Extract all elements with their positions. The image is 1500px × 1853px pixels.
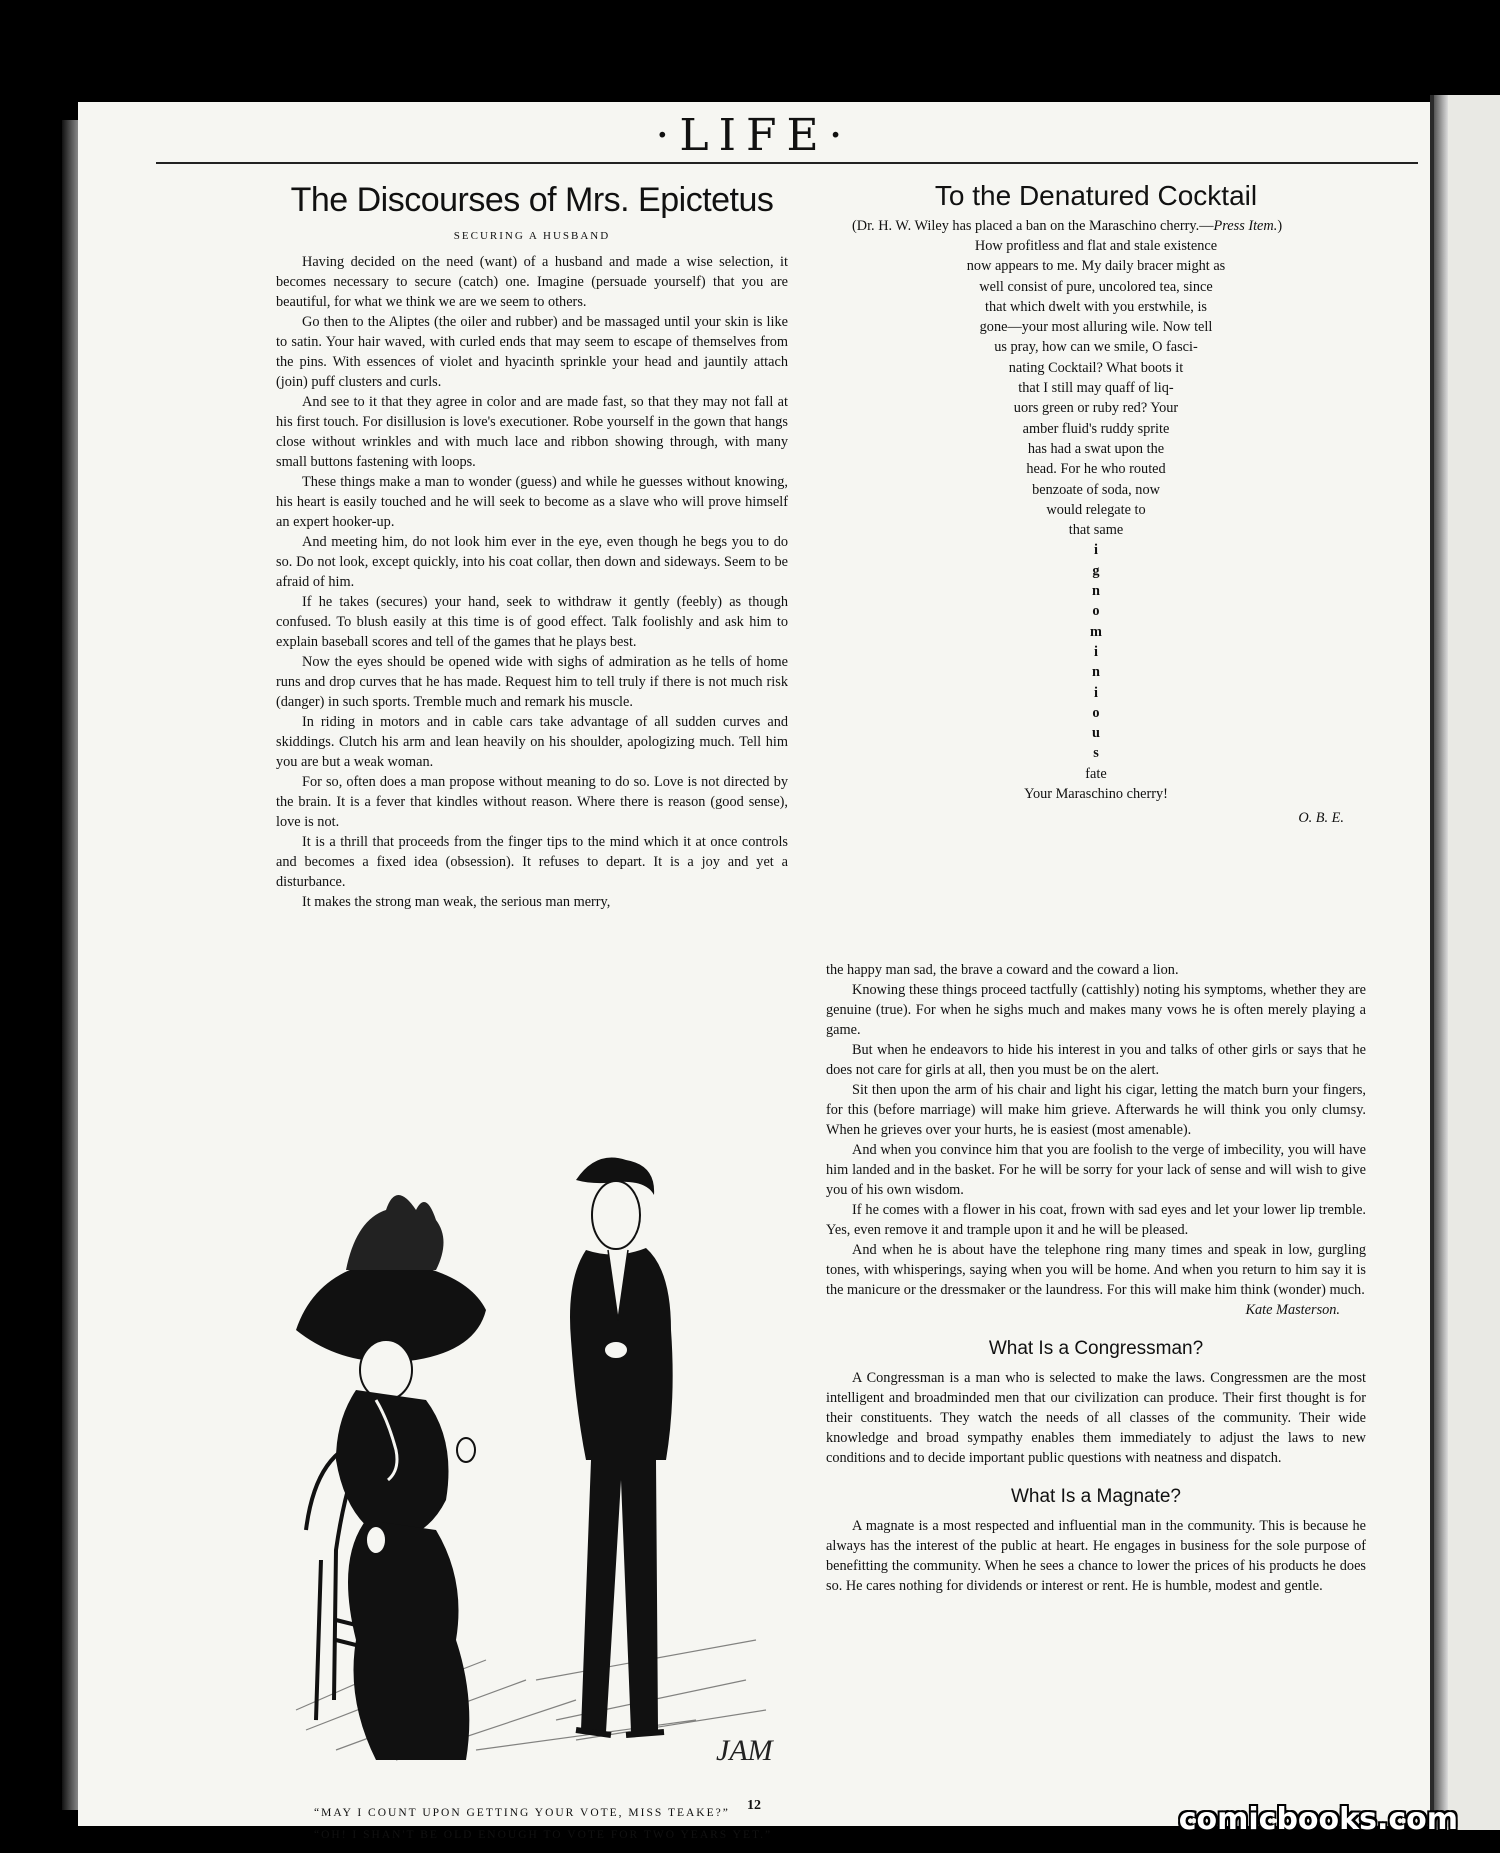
caption-line: “OH! I SHAN'T BE OLD ENOUGH TO VOTE FOR TWO YEARS YET.” [314,1829,773,1841]
poem-letter: s [1093,745,1099,762]
poem-letter: o [1092,704,1100,721]
continued-paragraph: But when he endeavors to hide his interest in you and talks of other girls or says that he does not care for girls at all, then you must be on the alert. [826,1042,1366,1078]
watermark: comicbooks.com [1178,1802,1458,1837]
continued-paragraph: And when you convince him that you are foolish to the verge of imbecility, you will have him landed and in the basket. For he will be sorry for your lack of sense and will wish to give you of his own wisdom. [826,1142,1366,1198]
article-subhead: SECURING A HUSBAND [453,230,611,242]
masthead: ·LIFE· [655,110,853,161]
poem-line: that I still may quaff of liq- [1018,380,1174,397]
poem-line: How profitless and flat and stale existence [974,238,1218,254]
binding-shadow [62,120,78,1810]
continued-paragraph: the happy man sad, the brave a coward and the coward a lion. [826,962,1179,978]
artist-signature: JAM [716,1734,773,1767]
facing-page-edge [1430,95,1500,1830]
woman-figure-icon [296,1195,486,1760]
poem-intro-source: Press Item. [1213,218,1278,234]
magnate-heading: What Is a Magnate? [1010,1486,1182,1507]
congressman-heading: What Is a Congressman? [988,1338,1204,1359]
poem-line: amber fluid's ruddy sprite [1022,420,1170,437]
article-paragraph: And meeting him, do not look him ever in the eye, even though he begs you to do so. Do not look, except quickly, into his coat collar, then down and sideways. Seem to be afraid of him. [276,534,788,590]
article-paragraph: For so, often does a man propose without meaning to do so. Love is not directed by the brain. It is a fever that kindles without reason. Where there is reason (good sense), love is not. [276,774,788,830]
page-number: 12 [747,1798,761,1813]
article-author: Kate Masterson. [1245,1302,1340,1318]
poem-intro-text: (Dr. H. W. Wiley has placed a ban on the Maraschino cherry.— [852,218,1214,234]
poem-letter: n [1092,664,1100,681]
article-paragraph: It is a thrill that proceeds from the finger tips to the mind which it at once controls and becomes a fixed idea (obsession). It refuses to depart. It is a joy and yet a disturbance. [276,834,788,890]
article-paragraph: Having decided on the need (want) of a husband and made a wise selection, it becomes necessary to secure (catch) one. Imagine (persuade yourself) that you are beautiful, for what we think we are we seem to others. [276,254,788,310]
poem-line: fate [1085,765,1107,782]
article-paragraph: It makes the strong man weak, the serious man merry, [302,894,611,910]
poem-signature: O. B. E. [1298,810,1344,827]
continued-paragraph: Sit then upon the arm of his chair and light his cigar, letting the match burn your fingers, for this (before marriage) will make him grieve. Afterwards he will think you only clumsy. When he grieves over your hurts, he is easiest (most amenable). [826,1082,1366,1138]
right-column [826,168,1366,1596]
article-title: The Discourses of Mrs. Epictetus [290,181,774,219]
poem-line: uors green or ruby red? Your [1013,400,1179,417]
article-paragraph: These things make a man to wonder (guess) and while he guesses without knowing, his heart is easily touched and he will seek to become as a slave who will prove himself an expert hooker-up. [276,474,788,530]
continued-paragraph: If he comes with a flower in his coat, frown with sad eyes and let your lower lip tremble. Yes, even remove it and trample upon it and he will be pleased. [826,1202,1366,1238]
poem-letter: i [1094,643,1098,660]
poem-line: that same [1068,522,1124,539]
poem-line: nating Cocktail? What boots it [1008,359,1184,376]
poem-letter: i [1094,684,1098,701]
poem-line: gone—your most alluring wile. Now tell [979,319,1213,336]
poem-line: well consist of pure, uncolored tea, since [979,278,1213,295]
article-paragraph: Now the eyes should be opened wide with sighs of admiration as he tells of home runs and drop curves that he has made. Request him to tell truly if there is not much risk (danger) in such sports. Tremble much and remark his muscle. [276,654,788,710]
article-paragraph: And see to it that they agree in color and are made fast, so that they may not fall at his first touch. For disillusion is love's executioner. Robe yourself in the gown that hangs close without wrinkles and with much lace and ribbon showing through, with many small buttons fastening with loops. [276,394,788,470]
poem-letter: g [1092,562,1100,579]
poem-line: us pray, how can we smile, O fasci- [994,339,1198,356]
poem-intro [826,216,1366,236]
poem-line: would relegate to [1046,501,1146,518]
man-figure-icon [570,1158,673,1736]
poem-body [826,236,1366,804]
magnate-text: A magnate is a most respected and influential man in the community. This is because he always has the interest of the public at heart. He engages in business for the sole purpose of benefitting the community. When he sees a chance to lower the prices of his products he does so. He cares nothing for dividends or interest or rent. He is humble, modest and gentle. [826,1518,1366,1594]
magazine-page [78,102,1430,1841]
article-paragraph: If he takes (secures) your hand, seek to withdraw it gently (feebly) as though confused. To blush easily at this time is of good effect. Talk foolishly and ask him to explain baseball scores and tell of the games that he plays best. [276,594,788,650]
left-column [276,168,788,912]
continued-paragraph: Knowing these things proceed tactfully (cattishly) noting his symptoms, whether they are genuine (true). For when he sighs much and makes many vows he is often merely playing a game. [826,982,1366,1038]
poem-letter: m [1090,623,1102,640]
article-paragraph: Go then to the Aliptes (the oiler and rubber) and be massaged until your skin is like to satin. Your hair waved, with curled ends that may seem to escape of themselves from the pins. With essences of violet and hyacinth sprinkle your head and jauntily attach (join) puff clusters and curls. [276,314,788,390]
congressman-text: A Congressman is a man who is selected to make the laws. Congressmen are the most intelligent and broadminded men that our civilization can produce. Their first thought is for their constituents. They watch the needs of all classes of the community. Their wide knowledge and broad sympathy enables them immediately to adjust the laws to new conditions and to decide important public questions with neatness and dispatch. [826,1370,1366,1466]
poem-letter: i [1094,542,1098,559]
continued-paragraph: And when he is about have the telephone ring many times and speak in low, gurgling tones, with whisperings, saying when you will be home. And when you return to him say it is the manicure or the dressmaker or the laundress. For this will make him think (wonder) much. [826,1242,1366,1298]
poem-title: To the Denatured Cocktail [934,180,1258,211]
poem-line: now appears to me. My daily bracer might as [966,258,1226,275]
poem-line: head. For he who routed [1026,461,1166,478]
poem-line: has had a swat upon the [1027,440,1165,457]
article-paragraph: In riding in motors and in cable cars take advantage of all sudden curves and skiddings. Clutch his arm and lean heavily on his shoulder, apologizing much. Tell him you are but a weak woman. [276,714,788,770]
caption-line: “MAY I COUNT UPON GETTING YOUR VOTE, MISS TEAKE?” [314,1807,730,1819]
poem-intro-end: ) [1277,218,1283,234]
masthead-rule [156,162,1418,164]
poem-letter: u [1092,725,1100,742]
poem-line: benzoate of soda, now [1032,481,1160,498]
poem-block [826,176,1366,960]
poem-line: Your Maraschino cherry! [1024,786,1168,803]
poem-letter: n [1092,583,1100,600]
cartoon-drawing [276,1120,788,1808]
poem-letter: o [1092,603,1100,620]
cartoon-illustration [276,1120,788,1808]
poem-line: that which dwelt with you erstwhile, is [985,298,1207,315]
